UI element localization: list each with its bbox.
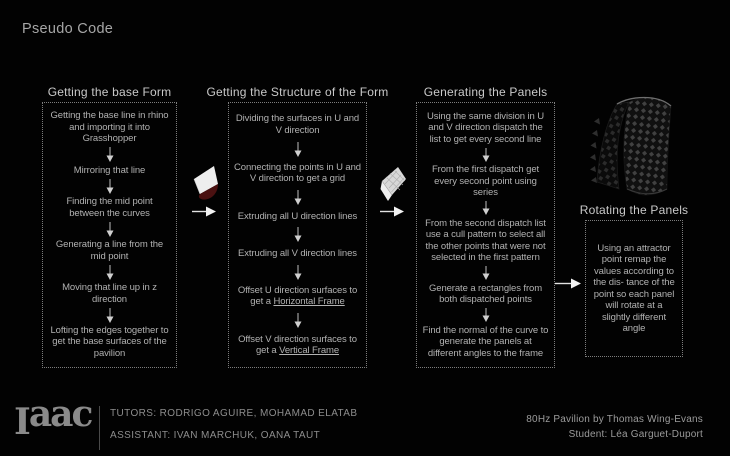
flow-column-rotating (579, 203, 689, 357)
step-text: Offset U direction surfaces to get a (237, 284, 358, 308)
flow-step: Lofting the edges together to get the base surfaces of the pavilion (50, 324, 169, 359)
flow-step (234, 285, 361, 308)
pavilion-render (586, 92, 684, 200)
step-underlined-text: Horizontal Frame (273, 296, 345, 308)
flow-step (234, 334, 361, 357)
flow-step: From the first dispatch get every second point using series (431, 164, 540, 199)
credit-student: Student: Léa Garguet-Duport (568, 428, 703, 440)
column-box (42, 102, 177, 368)
column-box (228, 102, 367, 368)
right-arrow-icon (192, 206, 216, 217)
column-header: Getting the base Form (47, 85, 172, 99)
down-arrow-icon (104, 222, 116, 237)
right-arrow-icon (380, 206, 404, 217)
flow-step: Find the normal of the curve to generate the panels at different angles to the frame (422, 324, 549, 359)
down-arrow-icon (104, 308, 116, 323)
structure-sheet-render (376, 164, 410, 206)
flow-step: Using an attractor point remap the values according to the dis- tance of the point so each panel will rotate at a slightly different angle (593, 242, 675, 334)
flow-step: Using the same division in U and V direction dispatch the list to get every second line (426, 110, 545, 145)
step-text: Offset V direction surfaces to get a (238, 333, 357, 357)
flow-step: From the second dispatch list use a cull pattern to select all the other points that were not selected in the first pattern (425, 217, 546, 264)
iaac-logo (14, 393, 92, 443)
flow-step: Extruding all U direction lines (237, 210, 358, 222)
column-header: Getting the Structure of the Form (206, 85, 389, 99)
flow-step: Mirroring that line (73, 164, 146, 176)
iaac-logo-aac: aac (28, 393, 92, 435)
column-header: Rotating the Panels (579, 203, 689, 217)
step-underlined-text: Vertical Frame (279, 345, 339, 357)
column-box (416, 102, 555, 368)
down-arrow-icon (480, 201, 492, 215)
flow-step: Generate a rectangles from both dispatched points (428, 282, 543, 306)
flow-step: Connecting the points in U and V direction to get a grid (234, 161, 361, 185)
down-arrow-icon (292, 142, 304, 157)
flow-column-panels (416, 85, 555, 368)
down-arrow-icon (104, 147, 116, 162)
flow-step: Generating a line from the mid point (55, 239, 164, 262)
column-header: Generating the Panels (423, 85, 548, 99)
flow-column-base-form (42, 85, 177, 368)
down-arrow-icon (480, 308, 492, 322)
flow-step: Dividing the surfaces in U and V direction (235, 113, 360, 136)
down-arrow-icon (104, 265, 116, 280)
down-arrow-icon (104, 179, 116, 194)
iaac-logo-i: I (14, 401, 29, 443)
flow-step: Moving that line up in z direction (62, 282, 157, 305)
base-form-sheet-render (190, 164, 222, 204)
assistant-line: ASSISTANT: IVAN MARCHUK, OANA TAUT (110, 430, 321, 441)
flow-step: Getting the base line in rhino and importing it into Grasshopper (50, 110, 169, 145)
tutors-line: TUTORS: RODRIGO AGUIRE, MOHAMAD ELATAB (110, 408, 358, 419)
credit-pavilion: 80Hz Pavilion by Thomas Wing-Evans (526, 414, 703, 425)
flow-step: Extruding all V direction lines (238, 247, 357, 259)
flow-step: Finding the mid point between the curves (66, 196, 153, 219)
flow-column-structure (206, 85, 389, 368)
page-title: Pseudo Code (22, 21, 114, 37)
down-arrow-icon (292, 227, 304, 242)
logo-divider (99, 406, 100, 450)
down-arrow-icon (480, 266, 492, 280)
down-arrow-icon (292, 190, 304, 205)
down-arrow-icon (292, 265, 304, 280)
down-arrow-icon (480, 148, 492, 162)
project-credits (526, 413, 703, 442)
column-box (585, 220, 683, 357)
down-arrow-icon (292, 313, 304, 328)
right-arrow-icon (555, 278, 581, 289)
